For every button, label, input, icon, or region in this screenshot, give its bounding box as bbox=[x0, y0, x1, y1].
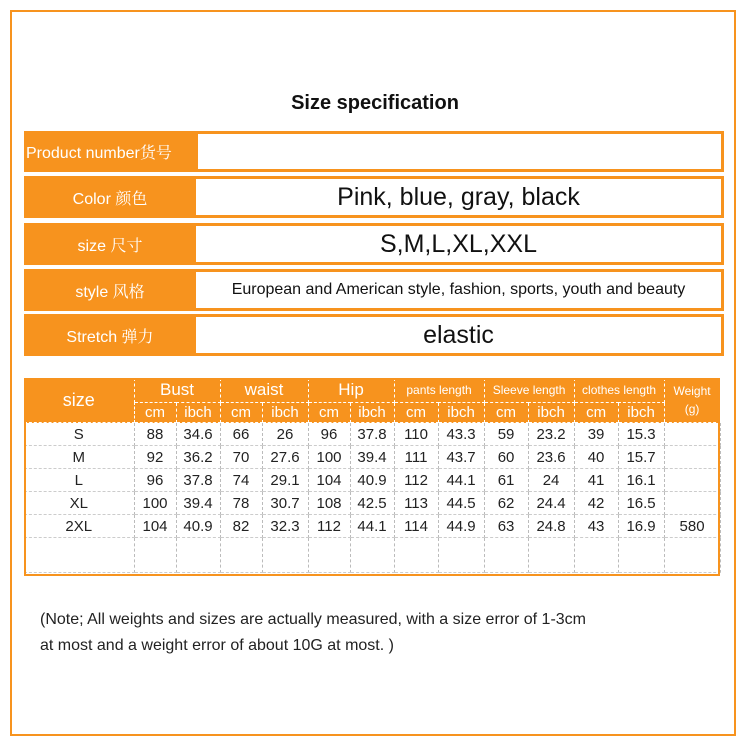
spec-label: Stretch 弹力 bbox=[66, 328, 154, 346]
measure-cell: 44.1 bbox=[438, 469, 484, 492]
measure-cell: 37.8 bbox=[176, 469, 220, 492]
group-header: Sleeve length bbox=[484, 378, 574, 403]
measure-cell: 60 bbox=[484, 446, 528, 469]
measure-cell: 23.2 bbox=[528, 423, 574, 446]
spec-label: size 尺寸 bbox=[77, 237, 143, 255]
size-cell: L bbox=[24, 469, 134, 492]
group-header: clothes length bbox=[574, 378, 664, 403]
measure-cell: 43.3 bbox=[438, 423, 484, 446]
measure-cell: 113 bbox=[394, 492, 438, 515]
unit-header: ibch bbox=[618, 403, 664, 423]
measure-cell: 44.5 bbox=[438, 492, 484, 515]
unit-header: cm bbox=[394, 403, 438, 423]
measure-cell: 36.2 bbox=[176, 446, 220, 469]
spec-row-stretch bbox=[24, 314, 724, 356]
measure-cell: 30.7 bbox=[262, 492, 308, 515]
measure-cell: 82 bbox=[220, 515, 262, 538]
measure-cell: 15.3 bbox=[618, 423, 664, 446]
measure-cell: 74 bbox=[220, 469, 262, 492]
measure-cell: 59 bbox=[484, 423, 528, 446]
measure-cell: 104 bbox=[134, 515, 176, 538]
weight-cell bbox=[664, 469, 720, 492]
measure-cell: 15.7 bbox=[618, 446, 664, 469]
measurement-note bbox=[40, 607, 730, 659]
measure-cell: 42.5 bbox=[350, 492, 394, 515]
table-row bbox=[24, 469, 720, 492]
table-row bbox=[24, 492, 720, 515]
page-title: Size specification bbox=[291, 92, 459, 114]
unit-header: ibch bbox=[350, 403, 394, 423]
size-cell: XL bbox=[24, 492, 134, 515]
size-cell: 2XL bbox=[24, 515, 134, 538]
measure-cell: 16.5 bbox=[618, 492, 664, 515]
measure-cell: 61 bbox=[484, 469, 528, 492]
measure-cell: 16.1 bbox=[618, 469, 664, 492]
group-header: Hip bbox=[308, 378, 394, 403]
spec-value: European and American style, fashion, sports, youth and beauty bbox=[196, 272, 721, 308]
group-header: waist bbox=[220, 378, 308, 403]
unit-header: cm bbox=[574, 403, 618, 423]
measure-cell: 66 bbox=[220, 423, 262, 446]
measure-cell: 110 bbox=[394, 423, 438, 446]
measure-cell: 43.7 bbox=[438, 446, 484, 469]
measure-cell: 37.8 bbox=[350, 423, 394, 446]
weight-cell bbox=[664, 492, 720, 515]
measure-cell: 43 bbox=[574, 515, 618, 538]
measure-cell: 34.6 bbox=[176, 423, 220, 446]
weight-cell bbox=[664, 446, 720, 469]
measure-cell: 112 bbox=[308, 515, 350, 538]
spec-value: S,M,L,XL,XXL bbox=[196, 226, 721, 262]
measure-cell: 26 bbox=[262, 423, 308, 446]
measure-cell: 104 bbox=[308, 469, 350, 492]
measure-cell: 24.8 bbox=[528, 515, 574, 538]
unit-header: cm bbox=[484, 403, 528, 423]
measure-cell: 108 bbox=[308, 492, 350, 515]
measure-cell: 27.6 bbox=[262, 446, 308, 469]
measure-cell: 16.9 bbox=[618, 515, 664, 538]
measure-cell: 23.6 bbox=[528, 446, 574, 469]
unit-header: ibch bbox=[438, 403, 484, 423]
note-line: (Note; All weights and sizes are actually measured, with a size error of 1-3cm bbox=[40, 611, 587, 628]
unit-header: cm bbox=[308, 403, 350, 423]
weight-cell: 580 bbox=[664, 515, 720, 538]
size-cell: M bbox=[24, 446, 134, 469]
measure-cell: 111 bbox=[394, 446, 438, 469]
table-row bbox=[24, 446, 720, 469]
unit-header: ibch bbox=[528, 403, 574, 423]
spec-value: elastic bbox=[196, 317, 721, 353]
spec-label: Color 颜色 bbox=[72, 190, 148, 208]
size-cell: S bbox=[24, 423, 134, 446]
unit-header: ibch bbox=[176, 403, 220, 423]
measure-cell: 32.3 bbox=[262, 515, 308, 538]
measure-cell: 112 bbox=[394, 469, 438, 492]
measure-cell: 24 bbox=[528, 469, 574, 492]
measure-cell: 40 bbox=[574, 446, 618, 469]
measure-cell: 39.4 bbox=[350, 446, 394, 469]
measure-cell: 70 bbox=[220, 446, 262, 469]
spec-label: Product number货号 bbox=[26, 145, 172, 162]
measure-cell: 44.1 bbox=[350, 515, 394, 538]
group-header: pants length bbox=[394, 378, 484, 403]
table-row-empty bbox=[24, 538, 720, 573]
unit-header: cm bbox=[220, 403, 262, 423]
measure-cell: 29.1 bbox=[262, 469, 308, 492]
table-row bbox=[24, 423, 720, 446]
unit-header: ibch bbox=[262, 403, 308, 423]
table-row bbox=[24, 515, 720, 538]
weight-header: Weight (g) bbox=[664, 378, 720, 423]
note-line: at most and a weight error of about 10G at most. ) bbox=[40, 637, 394, 654]
measure-cell: 39.4 bbox=[176, 492, 220, 515]
group-header: Bust bbox=[134, 378, 220, 403]
measure-cell: 44.9 bbox=[438, 515, 484, 538]
spec-row-product-number bbox=[24, 131, 724, 172]
measure-cell: 100 bbox=[308, 446, 350, 469]
measure-cell: 114 bbox=[394, 515, 438, 538]
measure-cell: 88 bbox=[134, 423, 176, 446]
measure-cell: 92 bbox=[134, 446, 176, 469]
table-header-row bbox=[24, 378, 720, 403]
measure-cell: 96 bbox=[134, 469, 176, 492]
measure-cell: 63 bbox=[484, 515, 528, 538]
measure-cell: 78 bbox=[220, 492, 262, 515]
measure-cell: 96 bbox=[308, 423, 350, 446]
spec-row-color bbox=[24, 176, 724, 218]
spec-row-style bbox=[24, 269, 724, 311]
size-header: size bbox=[24, 378, 134, 423]
spec-label: style 风格 bbox=[75, 283, 145, 301]
spec-value: Pink, blue, gray, black bbox=[196, 179, 721, 215]
measure-cell: 40.9 bbox=[176, 515, 220, 538]
measure-cell: 100 bbox=[134, 492, 176, 515]
spec-value bbox=[198, 134, 721, 169]
measure-cell: 40.9 bbox=[350, 469, 394, 492]
weight-cell bbox=[664, 423, 720, 446]
unit-header: cm bbox=[134, 403, 176, 423]
measure-cell: 62 bbox=[484, 492, 528, 515]
measure-cell: 41 bbox=[574, 469, 618, 492]
measure-cell: 39 bbox=[574, 423, 618, 446]
spec-row-size bbox=[24, 223, 724, 265]
size-chart-table bbox=[24, 378, 721, 573]
measure-cell: 42 bbox=[574, 492, 618, 515]
measure-cell: 24.4 bbox=[528, 492, 574, 515]
